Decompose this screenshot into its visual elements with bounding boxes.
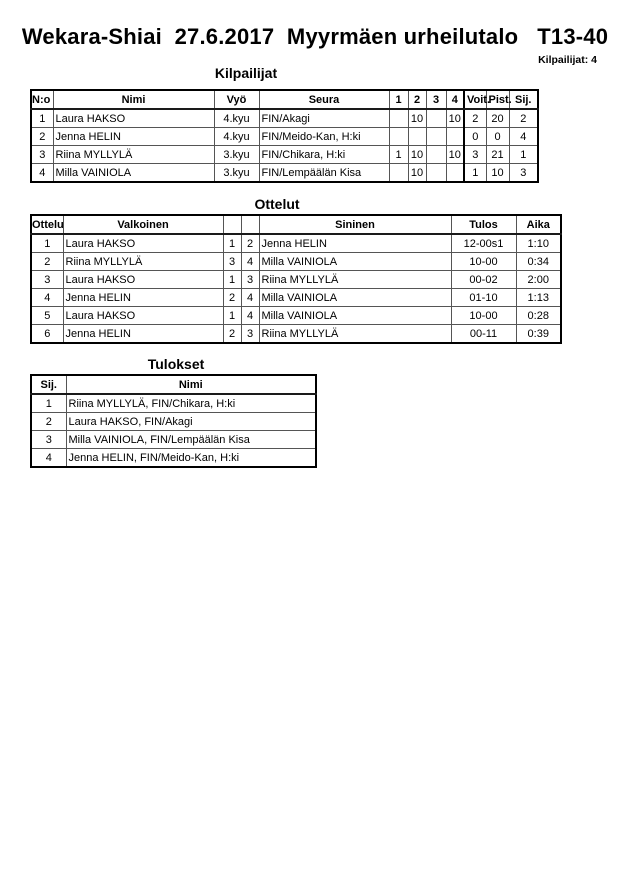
cell-club: FIN/Meido-Kan, H:ki bbox=[259, 128, 389, 146]
cell-white: Laura HAKSO bbox=[63, 271, 223, 289]
cell-m3 bbox=[426, 109, 446, 128]
cell-m4 bbox=[446, 164, 464, 183]
cell-place: 1 bbox=[31, 394, 66, 413]
cell-white-no: 3 bbox=[223, 253, 241, 271]
cell-m2: 10 bbox=[408, 109, 426, 128]
col-white-no bbox=[223, 215, 241, 234]
cell-place: 4 bbox=[509, 128, 538, 146]
col-m4: 4 bbox=[446, 90, 464, 109]
cell-match: 6 bbox=[31, 325, 63, 344]
cell-time: 1:10 bbox=[516, 234, 561, 253]
matches-section-heading: Ottelut bbox=[254, 196, 300, 212]
cell-points: 21 bbox=[486, 146, 509, 164]
cell-match: 5 bbox=[31, 307, 63, 325]
page-title: Wekara-Shiai 27.6.2017 Myyrmäen urheilutalo T13-40 bbox=[21, 24, 609, 49]
cell-result: 01-10 bbox=[451, 289, 516, 307]
cell-name: Jenna HELIN bbox=[53, 128, 214, 146]
cell-club: FIN/Lempäälän Kisa bbox=[259, 164, 389, 183]
cell-blue: Milla VAINIOLA bbox=[259, 253, 451, 271]
cell-place: 3 bbox=[31, 431, 66, 449]
results-section-heading: Tulokset bbox=[147, 356, 205, 372]
cell-name: Riina MYLLYLÄ, FIN/Chikara, H:ki bbox=[66, 394, 316, 413]
cell-m4: 10 bbox=[446, 109, 464, 128]
competitors-header-row bbox=[31, 90, 538, 109]
col-blue: Sininen bbox=[259, 215, 451, 234]
match-row bbox=[31, 253, 561, 271]
cell-name: Riina MYLLYLÄ bbox=[53, 146, 214, 164]
result-row bbox=[31, 431, 316, 449]
cell-m2 bbox=[408, 128, 426, 146]
cell-place: 4 bbox=[31, 449, 66, 468]
cell-white: Riina MYLLYLÄ bbox=[63, 253, 223, 271]
cell-time: 1:13 bbox=[516, 289, 561, 307]
cell-name: Laura HAKSO, FIN/Akagi bbox=[66, 413, 316, 431]
cell-no: 1 bbox=[31, 109, 53, 128]
cell-white-no: 2 bbox=[223, 289, 241, 307]
competitors-section-heading: Kilpailijat bbox=[214, 65, 278, 81]
cell-club: FIN/Akagi bbox=[259, 109, 389, 128]
cell-m1: 1 bbox=[389, 146, 408, 164]
cell-blue-no: 3 bbox=[241, 271, 259, 289]
cell-match: 3 bbox=[31, 271, 63, 289]
col-blue-no bbox=[241, 215, 259, 234]
cell-white-no: 1 bbox=[223, 234, 241, 253]
cell-place: 3 bbox=[509, 164, 538, 183]
cell-blue-no: 2 bbox=[241, 234, 259, 253]
cell-white-no: 2 bbox=[223, 325, 241, 344]
cell-place: 2 bbox=[509, 109, 538, 128]
cell-match: 1 bbox=[31, 234, 63, 253]
cell-result: 00-02 bbox=[451, 271, 516, 289]
col-place: Sij. bbox=[31, 375, 66, 394]
col-m3: 3 bbox=[426, 90, 446, 109]
cell-result: 00-11 bbox=[451, 325, 516, 344]
col-wins: Voit. bbox=[464, 90, 486, 109]
match-row bbox=[31, 289, 561, 307]
matches-table bbox=[30, 214, 562, 344]
cell-white: Laura HAKSO bbox=[63, 234, 223, 253]
cell-no: 3 bbox=[31, 146, 53, 164]
cell-m1 bbox=[389, 109, 408, 128]
competitors-table bbox=[30, 89, 539, 183]
cell-match: 4 bbox=[31, 289, 63, 307]
cell-no: 4 bbox=[31, 164, 53, 183]
result-row bbox=[31, 413, 316, 431]
col-place: Sij. bbox=[509, 90, 538, 109]
cell-wins: 1 bbox=[464, 164, 486, 183]
cell-white: Laura HAKSO bbox=[63, 307, 223, 325]
cell-place: 2 bbox=[31, 413, 66, 431]
col-m2: 2 bbox=[408, 90, 426, 109]
competitors-count-label: Kilpailijat: 4 bbox=[538, 54, 597, 66]
cell-wins: 3 bbox=[464, 146, 486, 164]
cell-time: 0:28 bbox=[516, 307, 561, 325]
cell-points: 10 bbox=[486, 164, 509, 183]
competitor-row bbox=[31, 128, 538, 146]
cell-wins: 2 bbox=[464, 109, 486, 128]
cell-m1 bbox=[389, 164, 408, 183]
cell-time: 0:39 bbox=[516, 325, 561, 344]
cell-place: 1 bbox=[509, 146, 538, 164]
cell-points: 0 bbox=[486, 128, 509, 146]
cell-name: Jenna HELIN, FIN/Meido-Kan, H:ki bbox=[66, 449, 316, 468]
cell-name: Laura HAKSO bbox=[53, 109, 214, 128]
cell-m4: 10 bbox=[446, 146, 464, 164]
cell-points: 20 bbox=[486, 109, 509, 128]
results-table bbox=[30, 374, 317, 468]
cell-result: 10-00 bbox=[451, 253, 516, 271]
cell-result: 10-00 bbox=[451, 307, 516, 325]
cell-m1 bbox=[389, 128, 408, 146]
cell-m3 bbox=[426, 164, 446, 183]
col-name: Nimi bbox=[66, 375, 316, 394]
cell-name: Milla VAINIOLA bbox=[53, 164, 214, 183]
cell-blue: Riina MYLLYLÄ bbox=[259, 325, 451, 344]
cell-blue: Jenna HELIN bbox=[259, 234, 451, 253]
cell-match: 2 bbox=[31, 253, 63, 271]
col-belt: Vyö bbox=[214, 90, 259, 109]
cell-result: 12-00s1 bbox=[451, 234, 516, 253]
cell-m3 bbox=[426, 146, 446, 164]
cell-m4 bbox=[446, 128, 464, 146]
cell-blue: Riina MYLLYLÄ bbox=[259, 271, 451, 289]
match-row bbox=[31, 307, 561, 325]
cell-blue: Milla VAINIOLA bbox=[259, 307, 451, 325]
col-points: Pist. bbox=[486, 90, 509, 109]
cell-wins: 0 bbox=[464, 128, 486, 146]
matches-header-row bbox=[31, 215, 561, 234]
col-result: Tulos bbox=[451, 215, 516, 234]
cell-no: 2 bbox=[31, 128, 53, 146]
cell-blue: Milla VAINIOLA bbox=[259, 289, 451, 307]
cell-m3 bbox=[426, 128, 446, 146]
match-row bbox=[31, 325, 561, 344]
col-club: Seura bbox=[259, 90, 389, 109]
cell-name: Milla VAINIOLA, FIN/Lempäälän Kisa bbox=[66, 431, 316, 449]
cell-time: 0:34 bbox=[516, 253, 561, 271]
cell-blue-no: 4 bbox=[241, 307, 259, 325]
result-row bbox=[31, 394, 316, 413]
cell-blue-no: 4 bbox=[241, 289, 259, 307]
result-row bbox=[31, 449, 316, 468]
cell-blue-no: 3 bbox=[241, 325, 259, 344]
cell-time: 2:00 bbox=[516, 271, 561, 289]
cell-belt: 4.kyu bbox=[214, 128, 259, 146]
col-match: Ottelu bbox=[31, 215, 63, 234]
match-row bbox=[31, 234, 561, 253]
competitor-row bbox=[31, 109, 538, 128]
cell-club: FIN/Chikara, H:ki bbox=[259, 146, 389, 164]
cell-blue-no: 4 bbox=[241, 253, 259, 271]
col-name: Nimi bbox=[53, 90, 214, 109]
competitor-row bbox=[31, 164, 538, 183]
col-no: N:o bbox=[31, 90, 53, 109]
cell-belt: 3.kyu bbox=[214, 146, 259, 164]
cell-white-no: 1 bbox=[223, 271, 241, 289]
col-m1: 1 bbox=[389, 90, 408, 109]
cell-white-no: 1 bbox=[223, 307, 241, 325]
cell-white: Jenna HELIN bbox=[63, 289, 223, 307]
cell-m2: 10 bbox=[408, 146, 426, 164]
cell-belt: 4.kyu bbox=[214, 109, 259, 128]
cell-m2: 10 bbox=[408, 164, 426, 183]
col-white: Valkoinen bbox=[63, 215, 223, 234]
results-header-row bbox=[31, 375, 316, 394]
match-row bbox=[31, 271, 561, 289]
cell-belt: 3.kyu bbox=[214, 164, 259, 183]
competitor-row bbox=[31, 146, 538, 164]
cell-white: Jenna HELIN bbox=[63, 325, 223, 344]
col-time: Aika bbox=[516, 215, 561, 234]
